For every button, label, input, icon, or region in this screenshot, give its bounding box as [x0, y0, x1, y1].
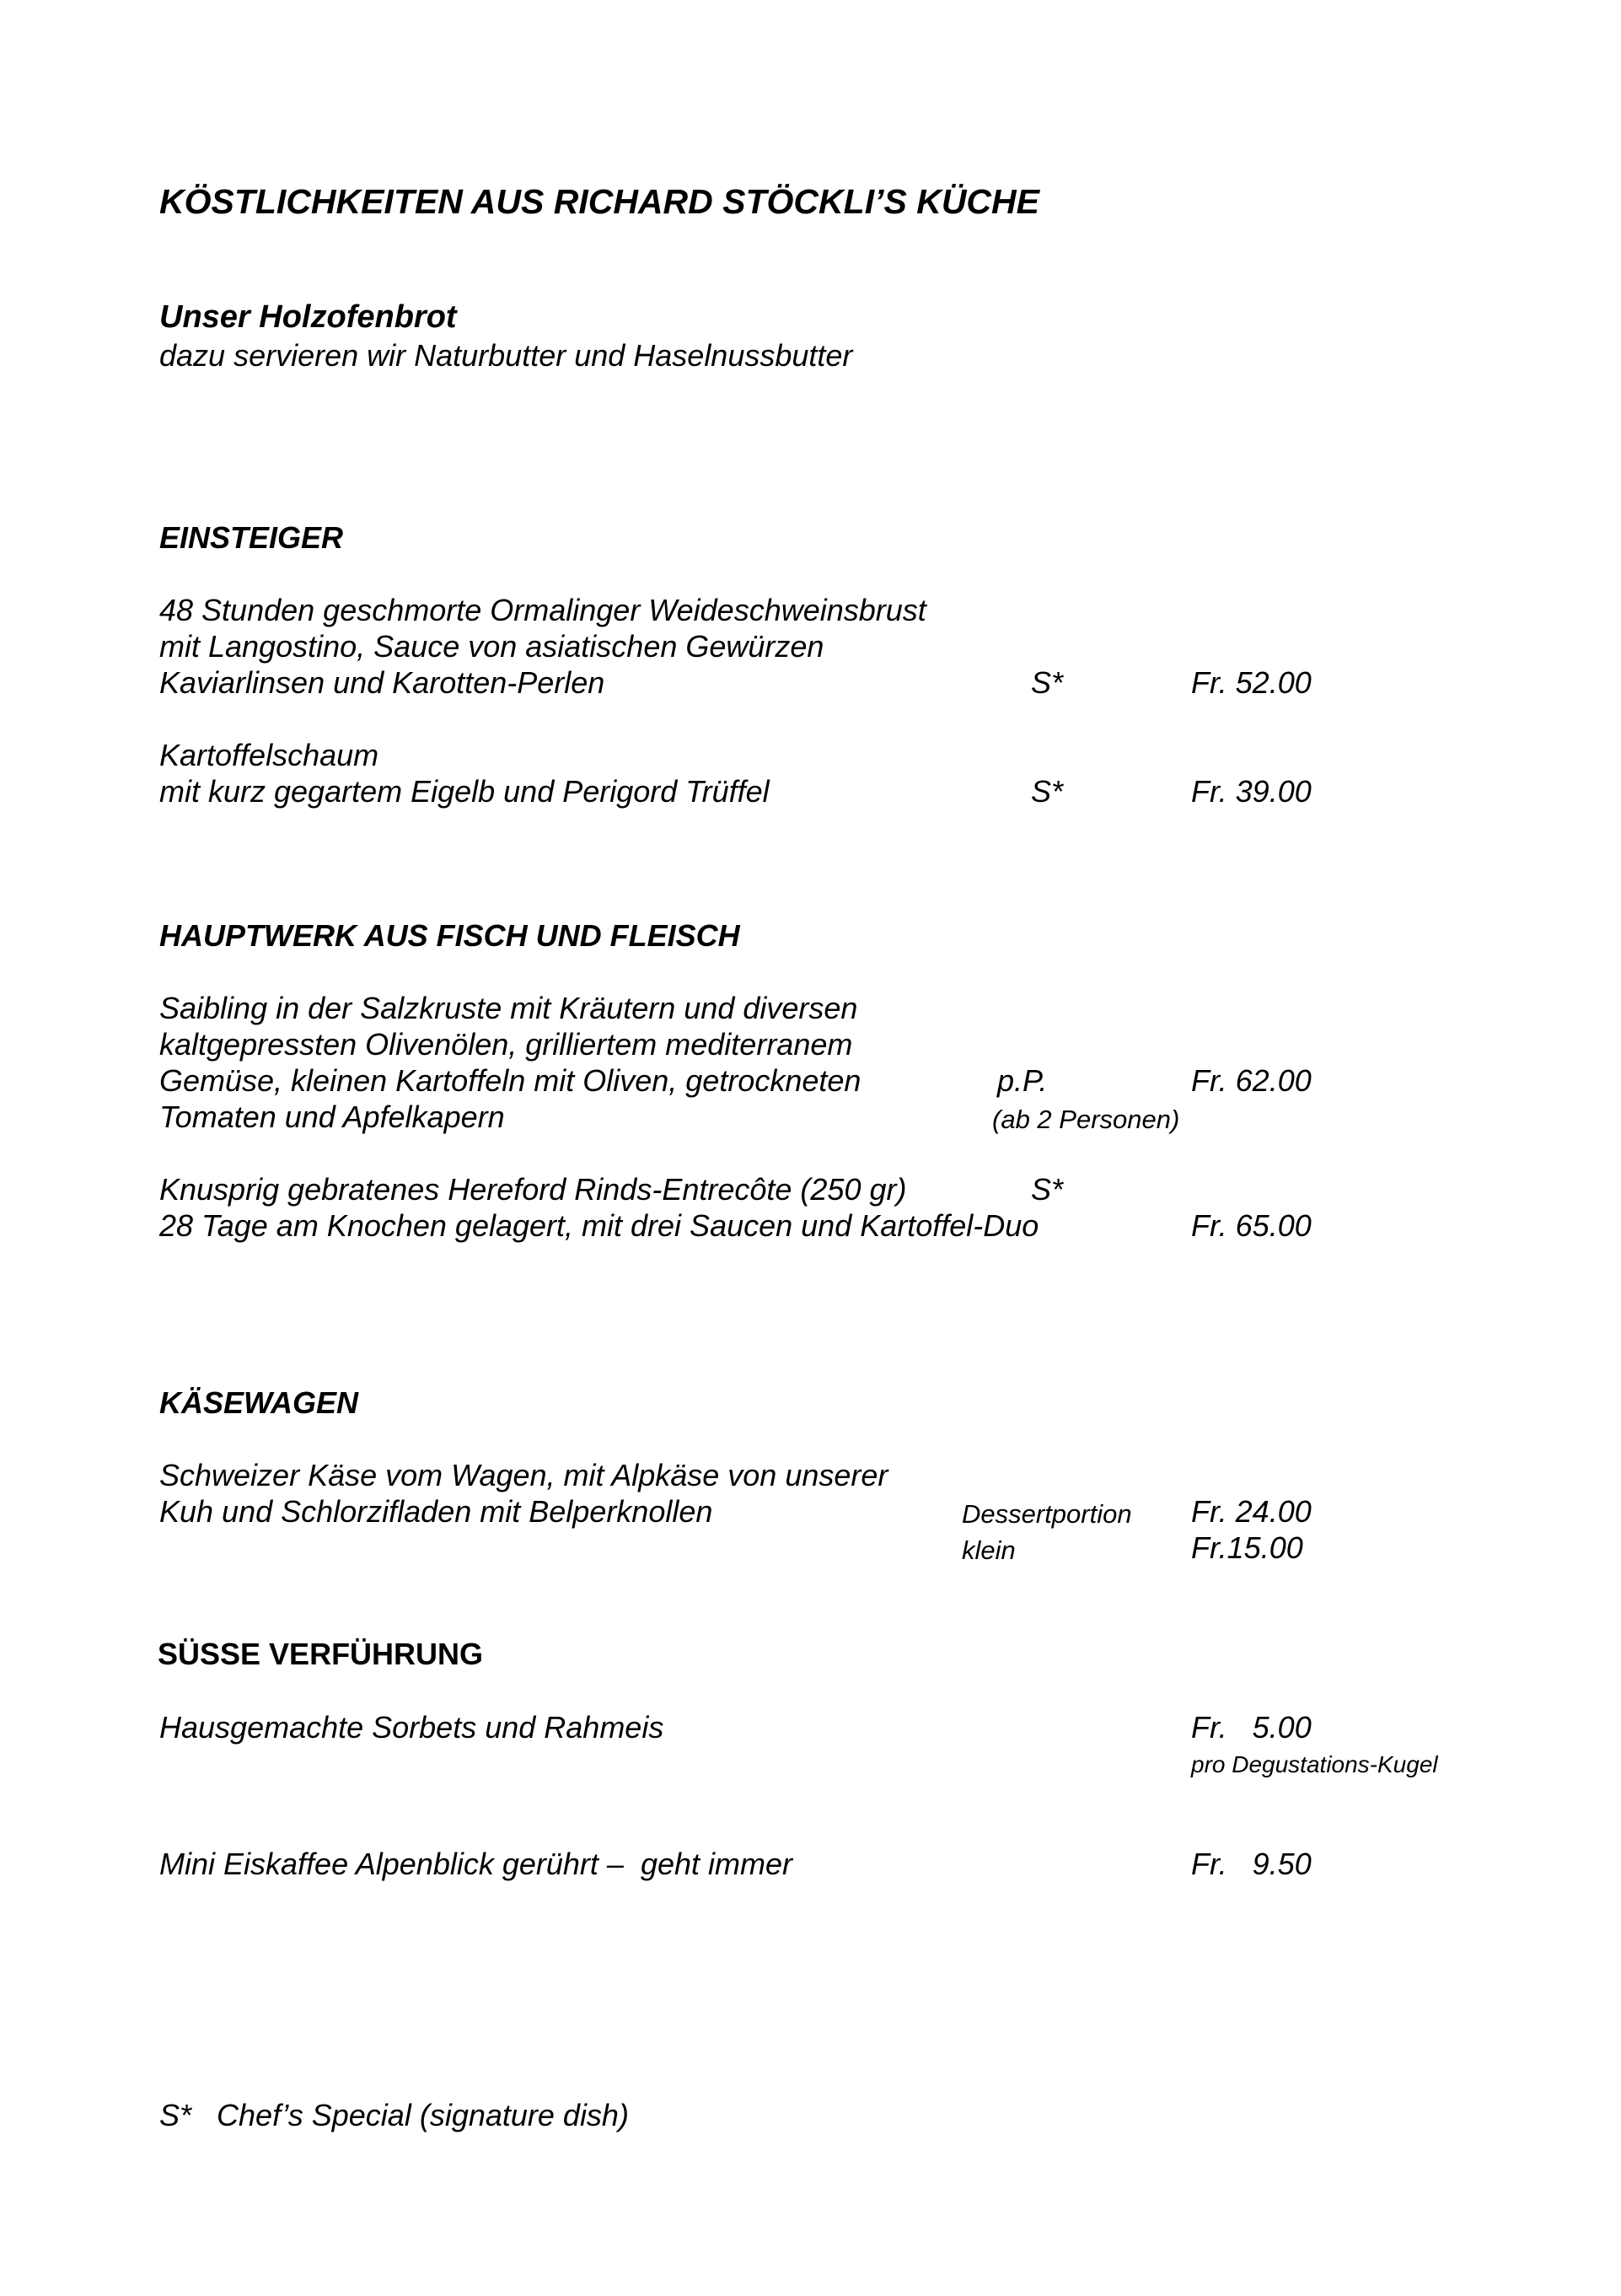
dish-line: Kartoffelschaum [159, 738, 379, 772]
section-heading-suesse: SÜSSE VERFÜHRUNG [158, 1637, 484, 1671]
dish-line: Gemüse, kleinen Kartoffeln mit Oliven, getrockneten [159, 1063, 861, 1098]
dish-line: Saibling in der Salzkruste mit Kräutern und diversen [159, 991, 858, 1025]
section-heading-einsteiger: EINSTEIGER [159, 520, 344, 555]
dish-line: Schweizer Käse vom Wagen, mit Alpkäse von unserer [159, 1458, 888, 1492]
section-heading-kaesewagen: KÄSEWAGEN [159, 1385, 359, 1420]
dish-line: kaltgepressten Olivenölen, grilliertem mediterranem [159, 1027, 853, 1062]
dish-line: mit kurz gegartem Eigelb und Perigord Trüffel [159, 774, 770, 809]
portion-label: klein [962, 1535, 1016, 1565]
chef-special-mark: S* [1031, 665, 1064, 700]
chef-special-mark: S* [1031, 774, 1064, 809]
dish-line: Mini Eiskaffee Alpenblick gerührt – geht immer [159, 1847, 792, 1881]
footnote: S* Chef’s Special (signature dish) [159, 2098, 629, 2132]
dish-line: Hausgemachte Sorbets und Rahmeis [159, 1710, 664, 1745]
per-person-unit: p.P. [997, 1063, 1048, 1098]
dish-line: Kuh und Schlorzifladen mit Belperknollen [159, 1494, 713, 1529]
dish-price: Fr. 62.00 [1191, 1063, 1312, 1098]
price-note: pro Degustations-Kugel [1191, 1751, 1438, 1777]
dish-line: Kaviarlinsen und Karotten-Perlen [159, 665, 605, 700]
dish-line: 28 Tage am Knochen gelagert, mit drei Saucen und Kartoffel-Duo [159, 1208, 1039, 1243]
dish-price: Fr. 9.50 [1191, 1847, 1312, 1881]
chef-special-mark: S* [1031, 1172, 1064, 1207]
bread-name: Unser Holzofenbrot [159, 299, 457, 335]
dish-line: Knusprig gebratenes Hereford Rinds-Entrecôte (250 gr) [159, 1172, 907, 1207]
dish-price: Fr. 52.00 [1191, 665, 1312, 700]
dish-line: 48 Stunden geschmorte Ormalinger Weideschweinsbrust [159, 593, 926, 627]
page-title: KÖSTLICHKEITEN AUS RICHARD STÖCKLI’S KÜCHE [159, 182, 1039, 221]
section-heading-hauptwerk: HAUPTWERK AUS FISCH UND FLEISCH [159, 918, 740, 953]
dish-price: Fr. 5.00 [1191, 1710, 1312, 1745]
dish-price: Fr.15.00 [1191, 1530, 1303, 1565]
dish-line: Tomaten und Apfelkapern [159, 1100, 505, 1134]
dish-price: Fr. 24.00 [1191, 1494, 1312, 1529]
dish-price: Fr. 39.00 [1191, 774, 1312, 809]
unit-note: (ab 2 Personen) [992, 1105, 1180, 1134]
dish-line: mit Langostino, Sauce von asiatischen Gewürzen [159, 629, 824, 664]
portion-label: Dessertportion [962, 1499, 1132, 1529]
dish-price: Fr. 65.00 [1191, 1208, 1312, 1243]
bread-description: dazu servieren wir Naturbutter und Haselnussbutter [159, 338, 853, 373]
